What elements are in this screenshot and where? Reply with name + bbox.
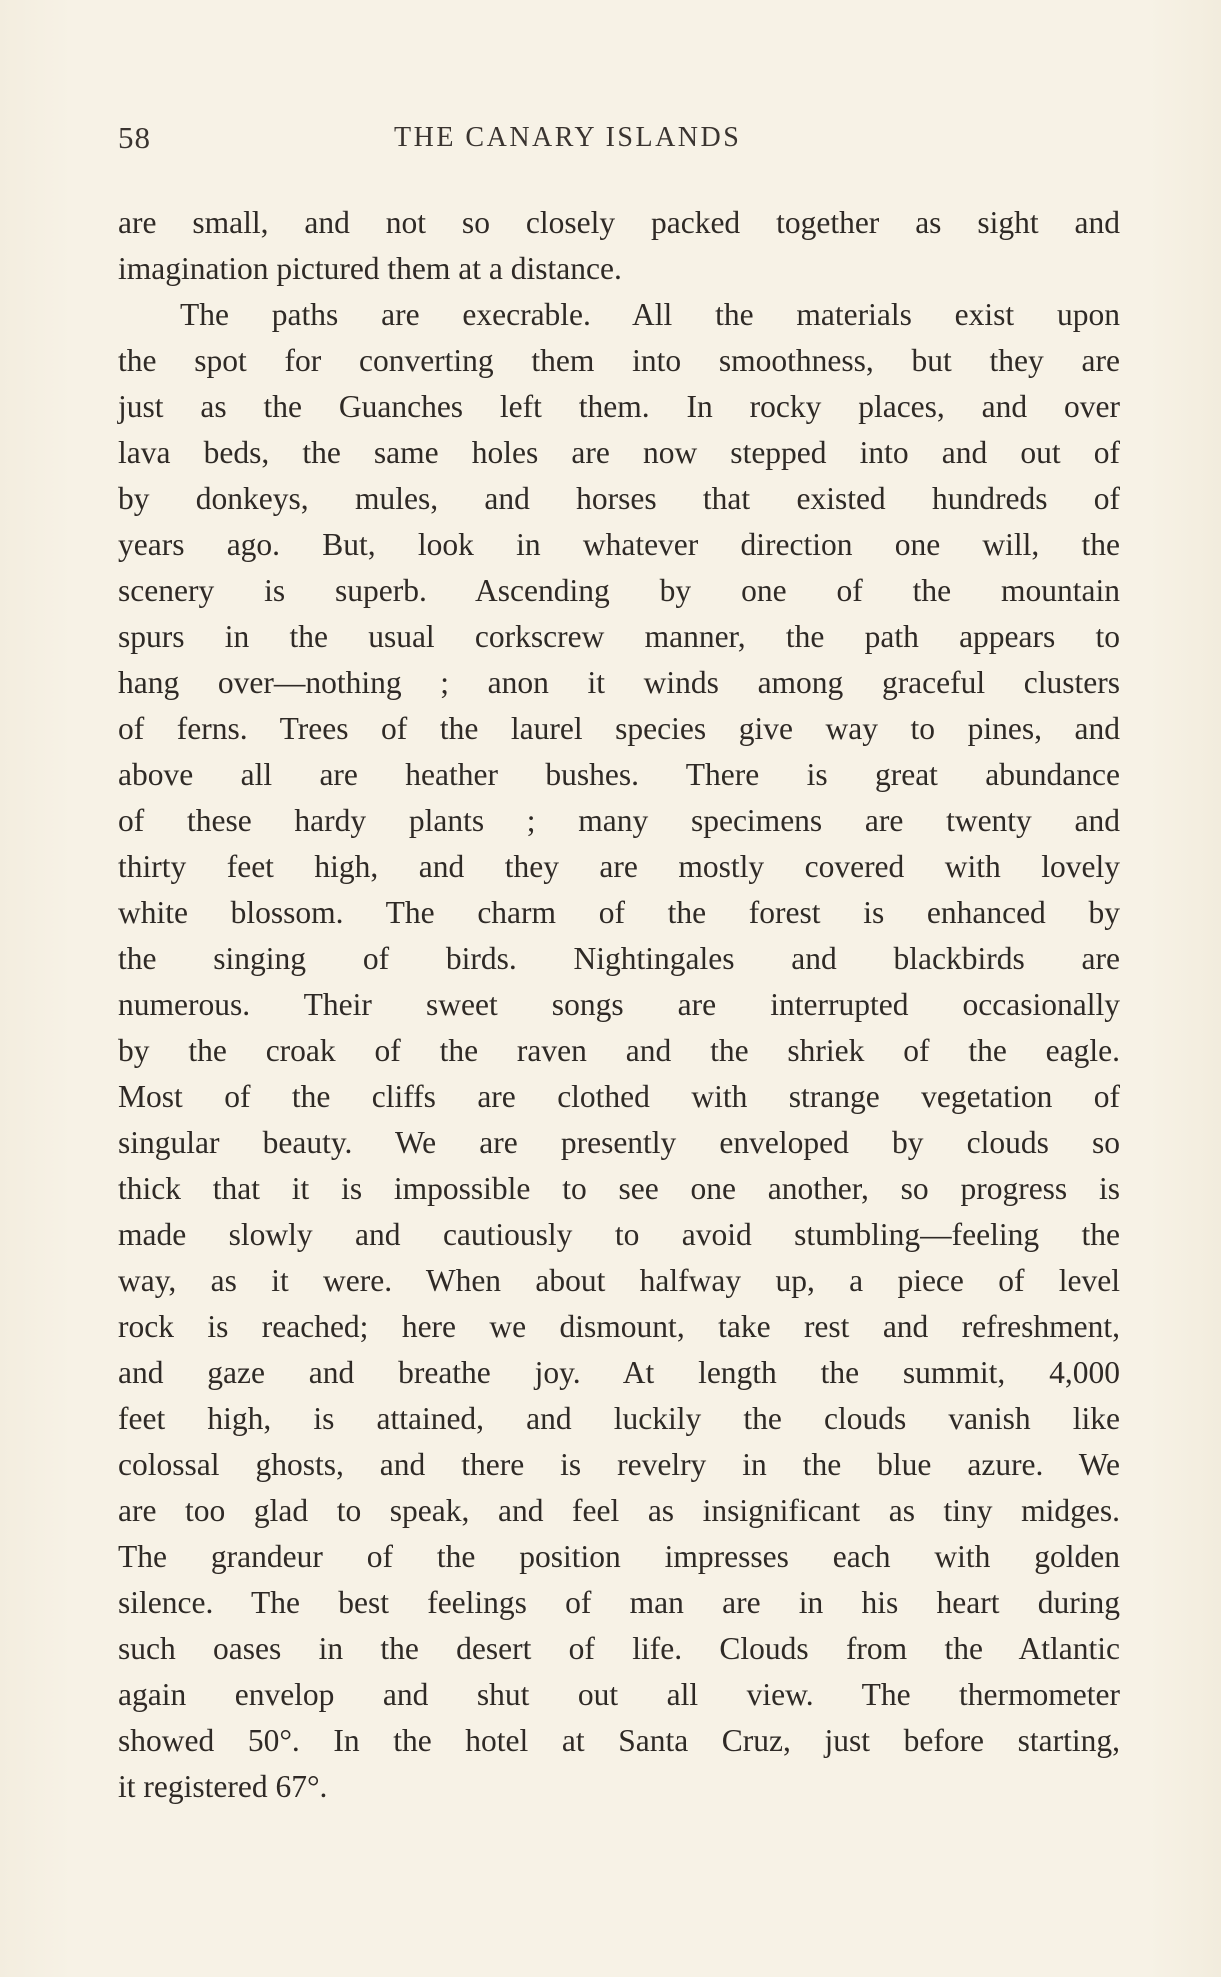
text-line: the singing of birds. Nightingales and blackbirds are bbox=[118, 941, 1120, 976]
text-line: The paths are execrable. All the materials exist upon bbox=[180, 297, 1120, 332]
text-line: scenery is superb. Ascending by one of the mountain bbox=[118, 573, 1120, 608]
text-line: Most of the cliffs are clothed with strange vegetation of bbox=[118, 1079, 1120, 1114]
text-line: The grandeur of the position impresses each with golden bbox=[118, 1539, 1120, 1574]
text-line: by donkeys, mules, and horses that existed hundreds of bbox=[118, 481, 1120, 516]
text-line: just as the Guanches left them. In rocky places, and over bbox=[118, 389, 1120, 424]
text-line: feet high, is attained, and luckily the clouds vanish like bbox=[118, 1401, 1120, 1436]
text-line: imagination pictured them at a distance. bbox=[118, 251, 622, 286]
text-line: hang over—nothing ; anon it winds among graceful clusters bbox=[118, 665, 1120, 700]
text-line: by the croak of the raven and the shriek of the eagle. bbox=[118, 1033, 1120, 1068]
text-line: of these hardy plants ; many specimens are twenty and bbox=[118, 803, 1120, 838]
text-line: lava beds, the same holes are now stepped into and out of bbox=[118, 435, 1120, 470]
text-line: and gaze and breathe joy. At length the summit, 4,000 bbox=[118, 1355, 1120, 1390]
text-line: are small, and not so closely packed together as sight and bbox=[118, 205, 1120, 240]
text-line: showed 50°. In the hotel at Santa Cruz, just before starting, bbox=[118, 1723, 1120, 1758]
text-line: silence. The best feelings of man are in his heart during bbox=[118, 1585, 1120, 1620]
text-line: it registered 67°. bbox=[118, 1769, 328, 1804]
text-line: thirty feet high, and they are mostly covered with lovely bbox=[118, 849, 1120, 884]
text-line: made slowly and cautiously to avoid stumbling—feeling the bbox=[118, 1217, 1120, 1252]
text-line: way, as it were. When about halfway up, a piece of level bbox=[118, 1263, 1120, 1298]
text-line: white blossom. The charm of the forest is enhanced by bbox=[118, 895, 1120, 930]
text-line: numerous. Their sweet songs are interrupted occasionally bbox=[118, 987, 1120, 1022]
text-line: of ferns. Trees of the laurel species give way to pines, and bbox=[118, 711, 1120, 746]
text-line: again envelop and shut out all view. The thermometer bbox=[118, 1677, 1120, 1712]
page-number: 58 bbox=[118, 120, 151, 155]
text-line: colossal ghosts, and there is revelry in the blue azure. We bbox=[118, 1447, 1120, 1482]
text-line: the spot for converting them into smoothness, but they are bbox=[118, 343, 1120, 378]
text-line: are too glad to speak, and feel as insignificant as tiny midges. bbox=[118, 1493, 1120, 1528]
page-header bbox=[118, 120, 1118, 160]
text-line: thick that it is impossible to see one another, so progress is bbox=[118, 1171, 1120, 1206]
body-text bbox=[118, 200, 1120, 1810]
text-line: spurs in the usual corkscrew manner, the path appears to bbox=[118, 619, 1120, 654]
text-line: singular beauty. We are presently enveloped by clouds so bbox=[118, 1125, 1120, 1160]
text-line: such oases in the desert of life. Clouds from the Atlantic bbox=[118, 1631, 1120, 1666]
text-line: years ago. But, look in whatever direction one will, the bbox=[118, 527, 1120, 562]
text-line: rock is reached; here we dismount, take rest and refreshment, bbox=[118, 1309, 1120, 1344]
text-line: above all are heather bushes. There is great abundance bbox=[118, 757, 1120, 792]
running-title: THE CANARY ISLANDS bbox=[394, 122, 742, 153]
